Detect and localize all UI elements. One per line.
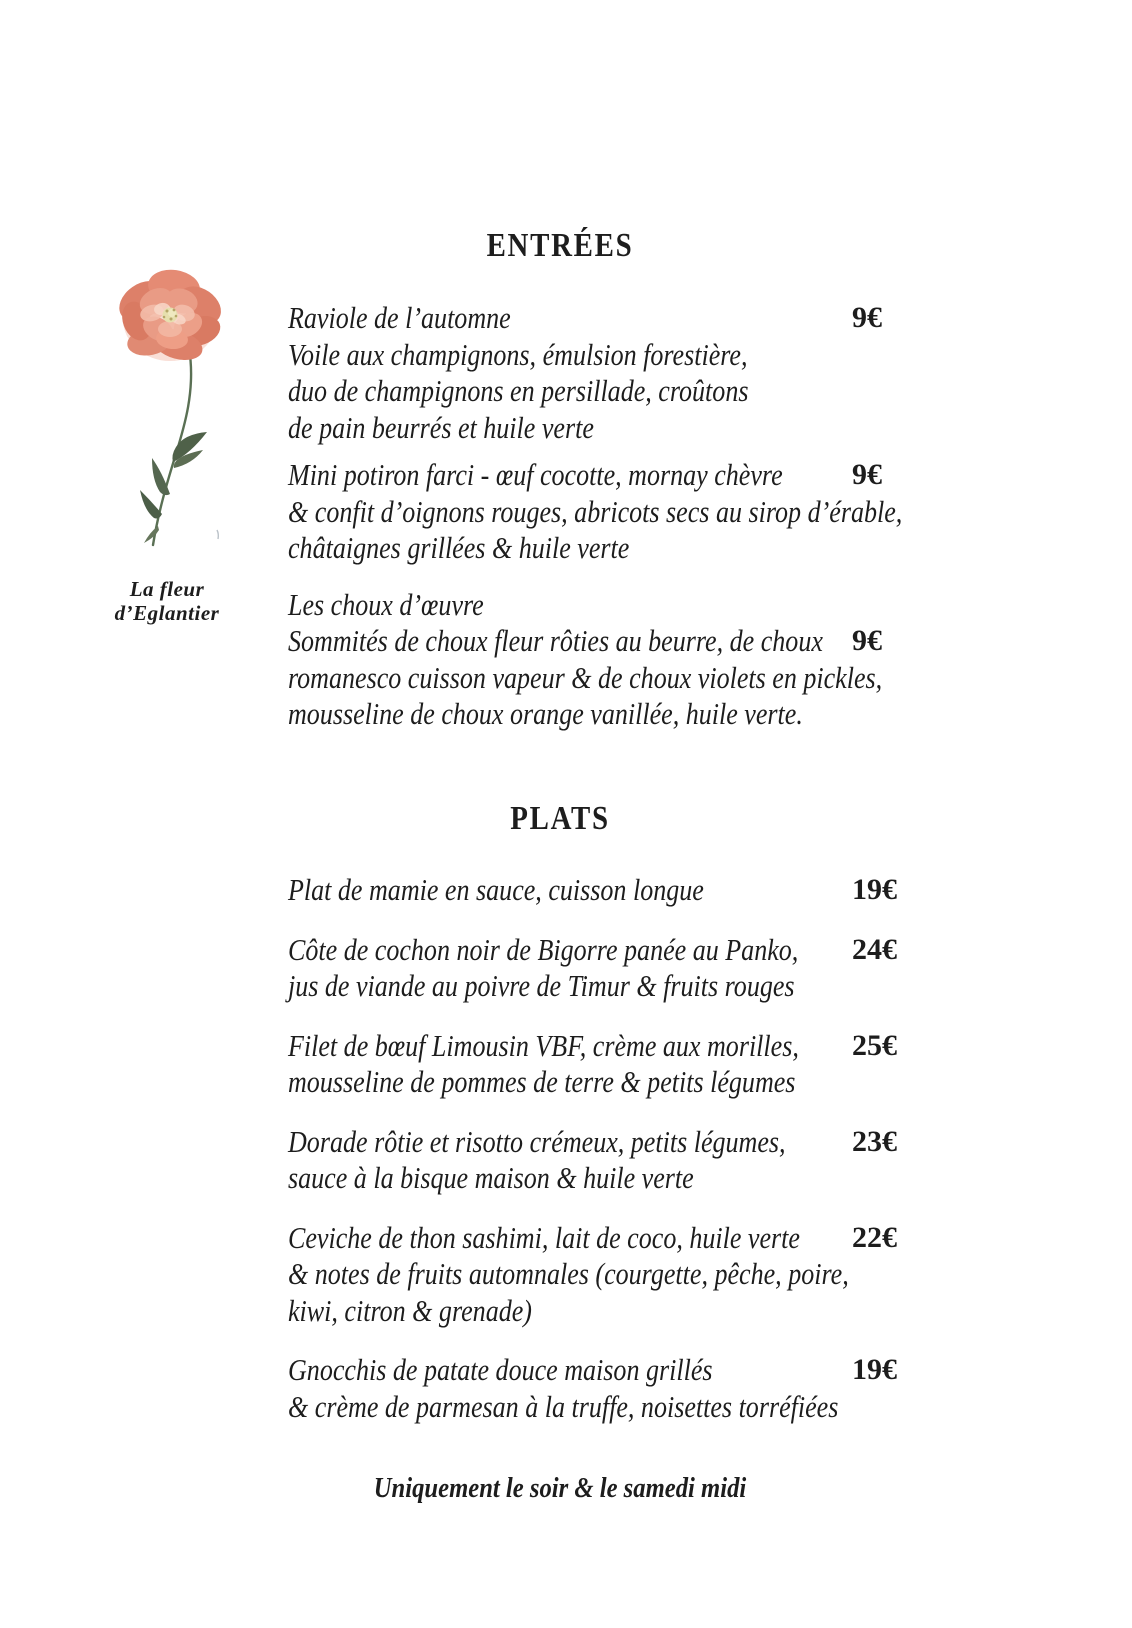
menu-item bbox=[288, 587, 1068, 733]
menu-item-line: Dorade rôtie et risotto crémeux, petits légumes, bbox=[288, 1123, 786, 1159]
menu-item-text bbox=[288, 1352, 943, 1425]
menu-item-line: & crème de parmesan à la truffe, noisettes torréfiées bbox=[288, 1388, 839, 1424]
menu-item-line: châtaignes grillées & huile verte bbox=[288, 530, 630, 565]
menu-item-price: 23€ bbox=[852, 1124, 897, 1158]
menu-item-line: jus de viande au poivre de Timur & fruits rouges bbox=[288, 968, 795, 1003]
menu-item bbox=[288, 457, 1068, 567]
menu-item bbox=[288, 1220, 1068, 1330]
flower-leaves bbox=[140, 432, 218, 543]
menu-item-line: Ceviche de thon sashimi, lait de coco, huile verte bbox=[288, 1219, 800, 1255]
menu-item-price: 9€ bbox=[852, 458, 882, 491]
plats-section-items bbox=[288, 872, 1068, 1448]
flower-petals bbox=[112, 267, 228, 365]
menu-item-line: sauce à la bisque maison & huile verte bbox=[288, 1160, 694, 1195]
menu-item-price: 24€ bbox=[852, 932, 897, 966]
menu-item-text bbox=[288, 300, 943, 446]
menu-item-line: & notes de fruits automnales (courgette, pêche, poire, bbox=[288, 1256, 849, 1291]
menu-item-text bbox=[288, 587, 943, 733]
menu-item-line: Voile aux champignons, émulsion forestière, bbox=[288, 336, 748, 372]
flower-illustration bbox=[100, 262, 240, 552]
entrees-section-items bbox=[288, 300, 1068, 733]
menu-item-line: Côte de cochon noir de Bigorre panée au Panko, bbox=[288, 931, 799, 967]
menu-item-line: Mini potiron farci - œuf cocotte, mornay chèvre bbox=[288, 457, 783, 492]
menu-item-line: Gnocchis de patate douce maison grillés bbox=[288, 1352, 713, 1387]
menu-item-line: Les choux d’œuvre bbox=[288, 586, 484, 622]
menu-item-price: 25€ bbox=[852, 1028, 897, 1062]
menu-item bbox=[288, 872, 1068, 909]
menu-item-line: mousseline de pommes de terre & petits légumes bbox=[288, 1064, 796, 1099]
menu-item bbox=[288, 1124, 1068, 1197]
menu-item-price: 19€ bbox=[852, 873, 897, 906]
menu-item-line: kiwi, citron & grenade) bbox=[288, 1292, 532, 1328]
menu-item-text bbox=[288, 932, 943, 1005]
menu-item-line: Sommités de choux fleur rôties au beurre, de choux bbox=[288, 623, 823, 658]
menu-item-text bbox=[288, 457, 943, 567]
menu-item-line: romanesco cuisson vapeur & de choux violets en pickles, bbox=[288, 659, 883, 695]
menu-item-line: & confit d’oignons rouges, abricots secs au sirop d’érable, bbox=[288, 493, 903, 529]
menu-item bbox=[288, 932, 1068, 1005]
menu-item-line: Filet de bœuf Limousin VBF, crème aux morilles, bbox=[288, 1027, 799, 1063]
menu-item bbox=[288, 300, 1068, 446]
menu-item-line: de pain beurrés et huile verte bbox=[288, 409, 594, 445]
flower-caption bbox=[87, 577, 247, 625]
menu-item-line: duo de champignons en persillade, croûtons bbox=[288, 373, 749, 408]
section-title-plats: PLATS bbox=[510, 800, 610, 837]
menu-item-line: mousseline de choux orange vanillée, huile verte. bbox=[288, 696, 803, 731]
menu-item-price: 9€ bbox=[852, 624, 882, 657]
menu-item bbox=[288, 1352, 1068, 1425]
section-title-entrees: ENTRÉES bbox=[486, 227, 634, 264]
flower-caption-line-2: d’Eglantier bbox=[114, 601, 220, 625]
menu-item-text bbox=[288, 1220, 943, 1330]
menu-item-text bbox=[288, 1028, 943, 1101]
menu-item-line: Raviole de l’automne bbox=[288, 300, 511, 335]
flower-caption-line-1: La fleur bbox=[129, 577, 205, 601]
menu-item-text bbox=[288, 1124, 943, 1197]
menu-item-line: Plat de mamie en sauce, cuisson longue bbox=[288, 872, 704, 907]
menu-item-price: 9€ bbox=[852, 301, 882, 334]
menu-item-text bbox=[288, 872, 943, 909]
footer-note: Uniquement le soir & le samedi midi bbox=[373, 1472, 747, 1504]
menu-item-price: 22€ bbox=[852, 1220, 897, 1254]
menu-item bbox=[288, 1028, 1068, 1101]
menu-item-price: 19€ bbox=[852, 1353, 897, 1386]
